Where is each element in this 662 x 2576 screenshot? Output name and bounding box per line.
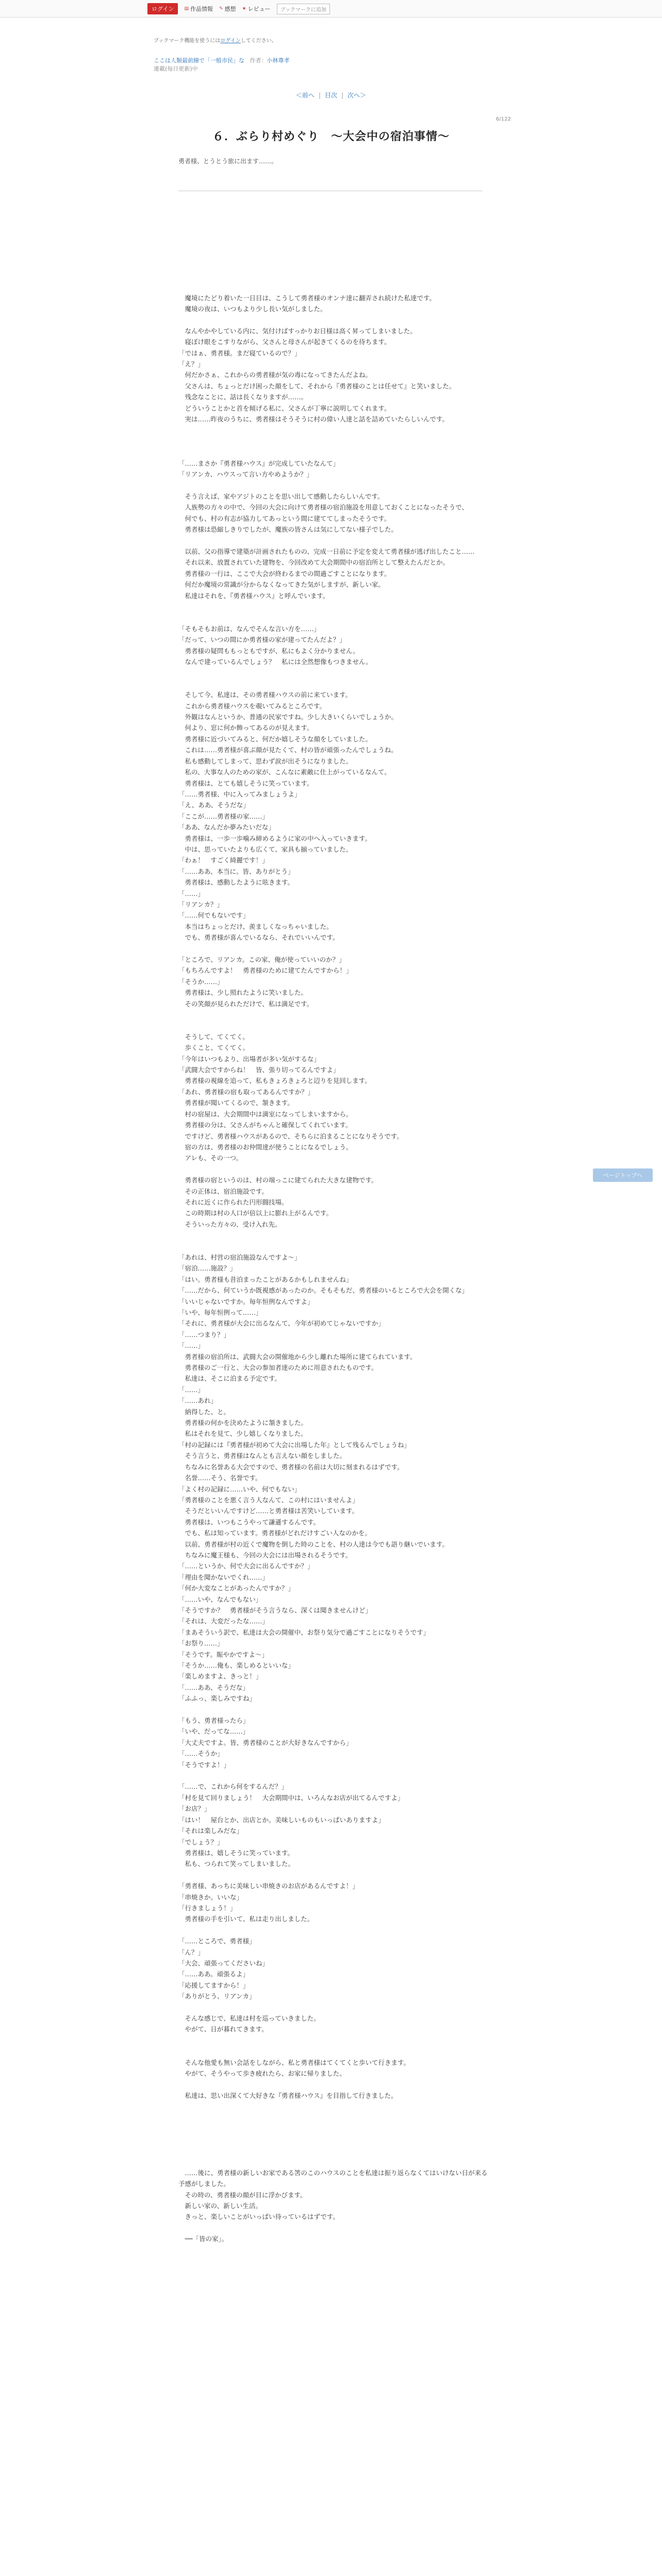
notice-suffix: してください。 [240, 38, 277, 44]
prev-episode-link[interactable]: ＜前へ [295, 92, 315, 99]
notice-prefix: ブックマーク機能を使うには [154, 38, 221, 44]
episode-body: 魔境にたどり着いた一日目は、こうして勇者様のオンナ達に翻弄され続けた私達です。 魔境の夜は、いつもより少し長い気がしました。 なんやかやしている内に、気付けばすっかりお日様は高く昇ってしまいました。 寝ぼけ眼をこすりながら、父さんと母さんが起きてくるのを待ちます。 「ではぁ、勇者様。まだ寝ているので？」 「え？」 何だかさぁ、これからの勇者様が気の毒になってきたんだよね。 父さんは、ちょっとだけ困った顔をして、それから『勇者様のことは任せて』と笑いました。 残念なことに、話は長くなりますが……。 どういうことかと首を傾げる私に、父さんが丁寧に説明してくれます。 実は……昨夜のうちに、勇者様はそうそうに村の偉い人達と話を詰めていたらしいんです。 「……まさか『勇者様ハウス』が完成していたなんて」 「リアンカ、ハウスって言い方やめようか？」 そう言えば、家やアジトのことを思い出して感動したらしいんです。 人族勢の方々の中で、今回の大会に向けて勇者様の宿泊施設を用意しておくことになったそうで、 何でも、村の有志が協力してあっという間に建ててしまったそうです。 勇者様は恐縮しきりでしたが、魔族の皆さんは気にしてない様子でした。 以前、父の指導で建築が計画されたものの、完成一日前に予定を変えて勇者様が逃げ出したこと…… それ以来、放置されていた建物を、今回改めて大会期間中の宿泊所として整えたんだとか。 勇者様の一行は、ここで大会が終わるまでの間過ごすことになります。 何だか魔境の常識が分からなくなってきた気がしますが、新しい家。 私達はそれを、『勇者様ハウス』と呼んでいます。 「そもそもお前は、なんでそんな言い方を……」 「だって、いつの間にか勇者様の家が建ってたんだよ？」 勇者様の疑問ももっともですが、私にもよく分かりません。 なんで建っているんでしょう？ 私には全然想像もつきません。 そして今、私達は、その勇者様ハウスの前に来ています。 これから勇者様ハウスを覗いてみるところです。 外観はなんというか、普通の民家ですね。少し大きいくらいでしょうか。 何より、窓に何か飾ってあるのが見えます。 勇者様に近づいてみると、何だか嬉しそうな顔をしていました。 これは……勇者様が喜ぶ顔が見たくて、村の皆が頑張ったんでしょうね。 私も感動してしまって、思わず涙が出そうになりました。 私の、大事な人のための家が、こんなに素敵に仕上がっているなんて。 勇者様は、とても嬉しそうに笑っています。 「……勇者様、中に入ってみましょうよ」 「え、ああ、そうだな」 「ここが……勇者様の家……」 「ああ、なんだか夢みたいだな」 勇者様は、一歩一歩噛み締めるように家の中へ入っていきます。 中は、思っていたよりも広くて、家具も揃っていました。 「わぁ！ すごく綺麗です！」 「……ああ、本当に。皆、ありがとう」 勇者様は、感動したように呟きます。 「……」 「リアンカ？」 「……何でもないです」 本当はちょっとだけ、羨ましくなっちゃいました。 でも、勇者様が喜んでいるなら、それでいいんです。 「ところで、リアンカ。この家、俺が使っていいのか？」 「もちろんですよ！ 勇者様のために建てたんですから！」 「そうか……」 勇者様は、少し照れたように笑いました。 その笑顔が見られただけで、私は満足です。 そうして、てくてく。 歩くこと、てくてく。 「今年はいつもより、出場者が多い気がするな」 「武闘大会ですからね！ 皆、張り切ってるんですよ」 勇者様の視線を追って、私もきょろきょろと辺りを見回します。 「あれ、勇者様の宿も取ってあるんですか？」 勇者様が聞いてくるので、頷きます。 村の宿屋は、大会期間中は満室になってしまいますから。 勇者様の分は、父さんがちゃんと確保してくれています。 ですけど、勇者様ハウスがあるので、そちらに泊まることになりそうです。 宿の方は、勇者様のお仲間達が使うことになるでしょう。 アレも、その一つ。 勇者様の宿というのは、村の端っこに建てられた大きな建物です。 その正体は、宿泊施設です。 それに近くに作られた円形闘技場。 この時期は村の人口が倍以上に膨れ上がるんです。 そういった方々の、受け入れ先。 「あれは、村営の宿泊施設なんですよ～」 「宿泊……施設？」 「はい。勇者様も昔泊まったことがあるかもしれませんね」 「……だから、何ていうか既視感があったのか。そもそもだ、勇者様のいるところで大会を開くな」 「いいじゃないですか。毎年恒例なんですよ」 「いや、毎年恒例って……」 「それに、勇者様が大会に出るなんて、今年が初めてじゃないですか」 「……つまり？」 「……」 勇者様の宿泊所は、武闘大会の開催地から少し離れた場所に建てられています。 勇者様のご一行と、大会の参加者達のために用意されたものです。 私達は、そこに泊まる予定です。 「……」 「……あれ」 納得した、と。 勇者様の何かを決めたように頷きました。 私はそれを見て、少し嬉しくなりました。 「村の記録には『勇者様が初めて大会に出場した年』として残るんでしょうね」 そう言うと、勇者様はなんとも言えない顔をしました。 ちなみに名誉ある大会ですので、勇者様の名前は大切に刻まれるはずです。 名誉……そう、名誉です。 「よく村の記録に……いや、何でもない」 「勇者様のことを悪く言う人なんて、この村にはいませんよ」 そうだといいんですけど……と勇者様は苦笑いしています。 勇者様は、いつもこうやって謙遜するんです。 でも、私は知っています。勇者様がどれだけすごい人なのかを。 以前、勇者様が村の近くで魔物を倒した時のことを、村の人達は今でも語り継いでいます。 ちなみに魔王様も、今回の大会には出場されるそうです。 「……というか、何で大会に出るんですか？」 「理由を聞かないでくれ……」 「何か大変なことがあったんですか？」 「……いや、なんでもない」 「そうですか？ 勇者様がそう言うなら、深くは聞きませんけど」 「それは、大変だったな……」 「まあそういう訳で、私達は大会の開催中、お祭り気分で過ごすことになりそうです」 「お祭り……」 「そうです。賑やかですよ～」 「そうか……俺も、楽しめるといいな」 「楽しめますよ、きっと！」 「……ああ、そうだな」 「ふふっ、楽しみですね」 「もう、勇者様ったら」 「いや、だってな……」 「大丈夫ですよ。皆、勇者様のことが大好きなんですから」 「……そうか」 「そうですよ！」 「……で、これから何をするんだ？」 「村を見て回りましょう！ 大会期間中は、いろんなお店が出てるんですよ」 「お店？」 「はい！ 屋台とか、出店とか。美味しいものもいっぱいありますよ」 「それは楽しみだな」 「でしょう？」 勇者様は、嬉しそうに笑っています。 私も、つられて笑ってしまいました。 「勇者様、あっちに美味しい串焼きのお店があるんですよ！」 「串焼きか。いいな」 「行きましょう！」 勇者様の手を引いて、私は走り出しました。 「……ところで、勇者様」 「ん？」 「大会、頑張ってくださいね」 「……ああ。頑張るよ」 「応援してますから！」 「ありがとう、リアンカ」 そんな感じで、私達は村を巡っていきました。 やがて、日が暮れてきます。 そんな他愛も無い会話をしながら、私と勇者様はてくてくと歩いて行きます。 やがて、そうやって歩き疲れたら、お家に帰りました。 私達は、思い出深くて大好きな『勇者様ハウス』を目指して行きました。 ……後に、勇者様の新しいお家である筈のこのハウスのことを私達は振り返らなくてはいけない日が来る予感がしました。 その時の、勇者様の顔が目に浮かびます。 新しい家の、新しい生活。 きっと、楽しいことがいっぱい待っているはずです。 ──「皆の家」。 [178, 294, 488, 2243]
toc-link[interactable]: 目次 [324, 92, 337, 99]
author-prefix: 作者： [250, 57, 267, 64]
nav-comments-label: 感想 [224, 6, 236, 12]
nav-work-info-label: 作品情報 [190, 6, 213, 12]
document-icon: ▤ [184, 6, 189, 11]
notice-login-link[interactable]: ログイン [220, 38, 241, 44]
top-navigation-bar [0, 0, 662, 18]
episode-title: ６．ぶらり村めぐり ～大会中の宿泊事情～ [212, 130, 450, 143]
breadcrumb [154, 57, 290, 73]
page-top-button[interactable]: ページトップへ [593, 1168, 653, 1182]
nav-reviews[interactable] [242, 5, 271, 13]
serial-status: 連載(毎日更新)中 [154, 65, 198, 72]
episode-count: 6/122 [496, 116, 511, 122]
add-bookmark-button[interactable]: ブックマークに追加 [277, 4, 330, 14]
nav-comments[interactable] [219, 5, 236, 13]
author-link[interactable]: 小林尊孝 [267, 57, 290, 64]
next-episode-link[interactable]: 次へ＞ [347, 92, 367, 99]
nav-work-info[interactable] [184, 5, 213, 13]
episode-preface: 勇者様、とうとう旅に出ます……。 [178, 158, 278, 165]
pager-top: ＜前へ | 目次 | 次へ＞ [295, 92, 367, 99]
bookmark-login-notice [154, 36, 277, 44]
nav-reviews-label: レビュー [247, 6, 271, 12]
star-icon: ★ [242, 6, 246, 11]
login-button[interactable]: ログイン [147, 3, 178, 14]
work-title-link[interactable]: ここは人類最前線で「一般市民」な [154, 57, 244, 64]
comment-icon: ✎ [219, 6, 223, 11]
